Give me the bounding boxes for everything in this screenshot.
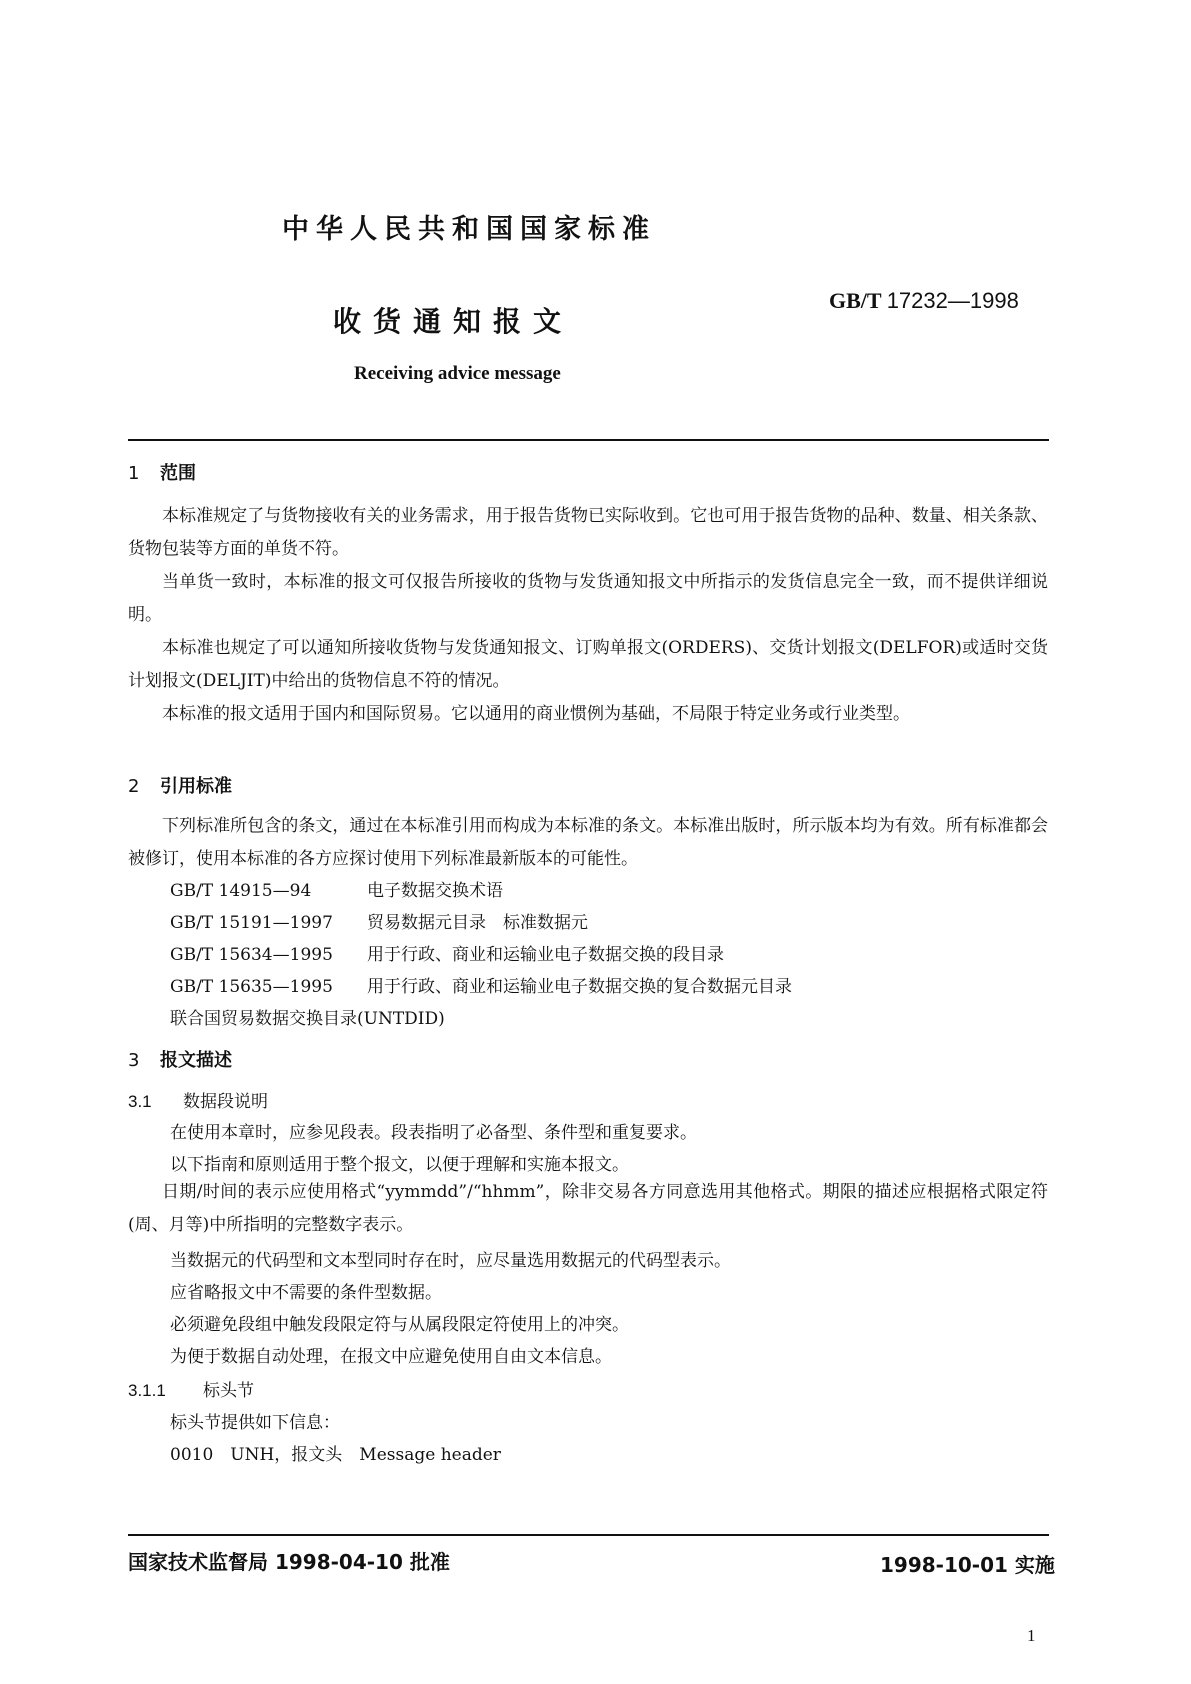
text-line: 标头节提供如下信息：	[170, 1413, 340, 1433]
reference-item: 联合国贸易数据交换目录(UNTDID)	[170, 1009, 445, 1029]
subsection-3-1-heading: 3.1 数据段说明	[128, 1092, 268, 1112]
subsection-3-1-1-heading: 3.1.1 标头节	[128, 1381, 254, 1401]
section-1-heading: 1 范围	[128, 463, 196, 484]
paragraph: 下列标准所包含的条文，通过在本标准引用而构成为本标准的条文。本标准出版时，所示版本均为有效。所有标准都会被修订，使用本标准的各方应探讨使用下列标准最新版本的可能性。	[128, 816, 1048, 869]
reference-item: GB/T 15634—1995 用于行政、商业和运输业电子数据交换的段目录	[170, 945, 724, 965]
paragraph: 日期/时间的表示应使用格式“yymmdd”/“hhmm”，除非交易各方同意选用其他格式。期限的描述应根据格式限定符(周、月等)中所指明的完整数字表示。	[128, 1182, 1048, 1235]
standard-code: GB/T	[829, 288, 882, 313]
text-line: 为便于数据自动处理，在报文中应避免使用自由文本信息。	[170, 1347, 612, 1367]
national-standard-heading: 中华人民共和国国家标准	[282, 214, 656, 245]
section-2-heading: 2 引用标准	[128, 776, 232, 797]
reference-item: GB/T 15191—1997 贸易数据元目录 标准数据元	[170, 913, 588, 933]
approval-info: 国家技术监督局 1998-04-10 批准	[128, 1550, 450, 1574]
header-divider	[128, 439, 1049, 441]
text-line: 应省略报文中不需要的条件型数据。	[170, 1283, 442, 1303]
text-line: 在使用本章时，应参见段表。段表指明了必备型、条件型和重复要求。	[170, 1123, 697, 1143]
paragraph: 当单货一致时，本标准的报文可仅报告所接收的货物与发货通知报文中所指示的发货信息完全一致，而不提供详细说明。	[128, 572, 1048, 625]
text-line: 以下指南和原则适用于整个报文，以便于理解和实施本报文。	[170, 1155, 629, 1175]
footer-divider	[128, 1534, 1049, 1536]
reference-item: GB/T 15635—1995 用于行政、商业和运输业电子数据交换的复合数据元目录	[170, 977, 792, 997]
text-line: 当数据元的代码型和文本型同时存在时，应尽量选用数据元的代码型表示。	[170, 1251, 731, 1271]
paragraph: 本标准也规定了可以通知所接收货物与发货通知报文、订购单报文(ORDERS)、交货计划报文(DELFOR)或适时交货计划报文(DELJIT)中给出的货物信息不符的情况。	[128, 638, 1048, 691]
segment-item: 0010 UNH，报文头 Message header	[170, 1445, 501, 1465]
standard-number	[829, 288, 1019, 314]
reference-item: GB/T 14915—94 电子数据交换术语	[170, 881, 503, 901]
document-title-en: Receiving advice message	[354, 363, 561, 384]
section-3-heading: 3 报文描述	[128, 1050, 232, 1071]
standard-number-value: 17232—1998	[886, 288, 1019, 313]
page-number: 1	[1027, 1626, 1036, 1645]
document-title-cn: 收货通知报文	[333, 305, 574, 338]
effective-date: 1998-10-01 实施	[880, 1553, 1055, 1577]
paragraph: 本标准规定了与货物接收有关的业务需求，用于报告货物已实际收到。它也可用于报告货物的品种、数量、相关条款、货物包装等方面的单货不符。	[128, 506, 1048, 559]
text-line: 必须避免段组中触发段限定符与从属段限定符使用上的冲突。	[170, 1315, 629, 1335]
paragraph: 本标准的报文适用于国内和国际贸易。它以通用的商业惯例为基础，不局限于特定业务或行业类型。	[162, 704, 910, 724]
